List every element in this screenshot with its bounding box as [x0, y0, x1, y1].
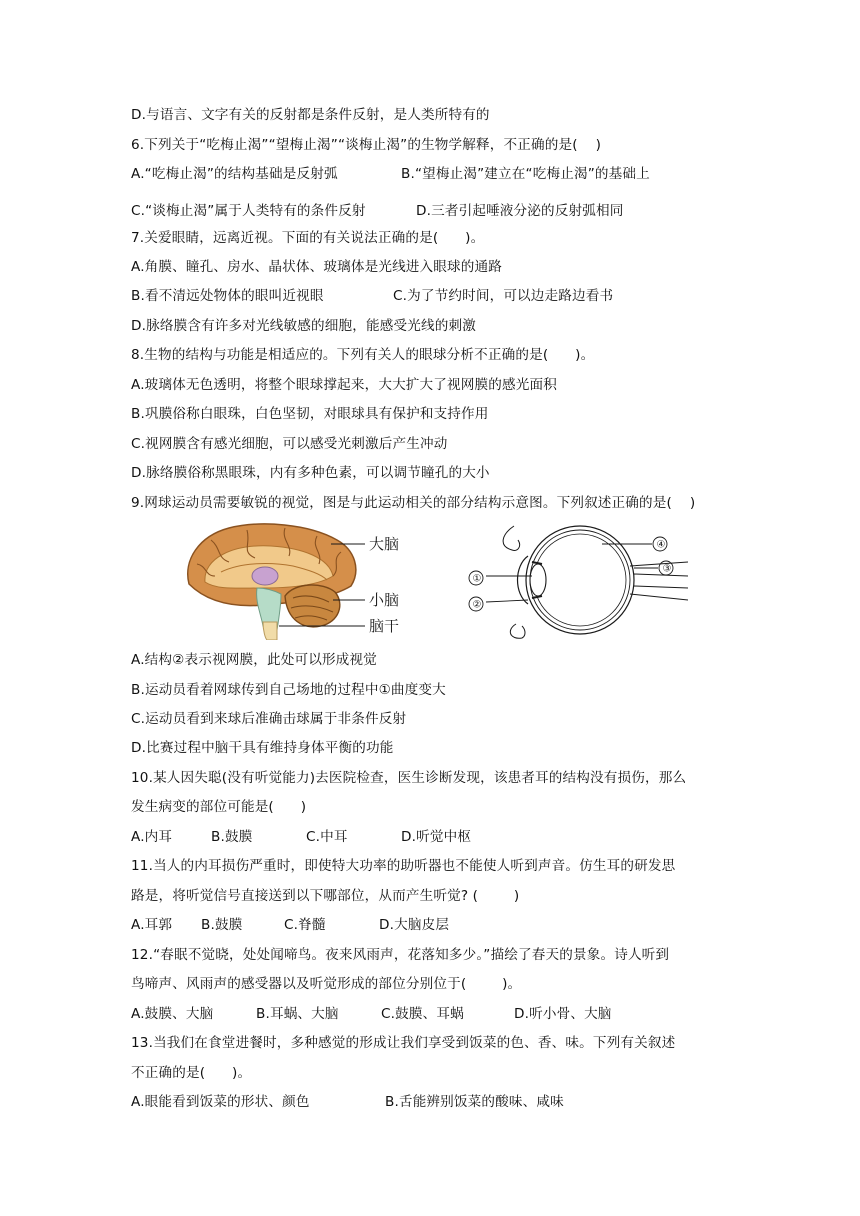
text-line [131, 258, 502, 276]
answer-option: B.鼓膜 [211, 829, 253, 845]
brain-label-cerebellum: 小脑 [369, 591, 400, 609]
answer-option: B.鼓膜 [201, 917, 243, 933]
text-line [131, 405, 489, 423]
text-line [131, 769, 686, 787]
retina-outline [534, 534, 626, 626]
answer-option: C.脊髓 [284, 917, 326, 933]
answer-option: A.鼓膜、大脑 [131, 1006, 214, 1022]
text-line [131, 946, 669, 964]
text-line [131, 651, 377, 669]
line-text: D.脉络膜俗称黑眼珠，内有多种色素，可以调节瞳孔的大小 [131, 465, 490, 481]
line-text: 12.“春眠不觉晓，处处闻啼鸟。夜来风雨声，花落知多少。”描绘了春天的景象。诗人听到 [131, 947, 670, 963]
text-line [131, 464, 490, 482]
line-text: 9.网球运动员需要敏锐的视觉，图是与此运动相关的部分结构示意图。下列叙述正确的是( ) [131, 495, 696, 511]
line-text: B.巩膜俗称白眼珠，白色坚韧，对眼球具有保护和支持作用 [131, 406, 489, 422]
answer-option: A.耳郭 [131, 917, 173, 933]
answer-option: A.“吃梅止渴”的结构基础是反射弧 [131, 166, 338, 182]
line-text: C.视网膜含有感光细胞，可以感受光刺激后产生冲动 [131, 436, 448, 452]
brain-diagram [181, 518, 421, 640]
answer-option: B.耳蜗、大脑 [256, 1006, 339, 1022]
line-text: 鸟啼声、风雨声的感受器以及听觉形成的部位分别位于( )。 [131, 976, 522, 992]
text-line [131, 229, 484, 247]
answer-option: C.中耳 [306, 829, 348, 845]
answer-option: B.舌能辨别饭菜的酸味、咸味 [385, 1094, 564, 1110]
answer-option: D.大脑皮层 [379, 917, 450, 933]
line-text: D.比赛过程中脑干具有维持身体平衡的功能 [131, 740, 394, 756]
line-text: D.与语言、文字有关的反射都是条件反射，是人类所特有的 [131, 107, 490, 123]
line-text: 13.当我们在食堂进餐时，多种感觉的形成让我们享受到饭菜的色、香、味。下列有关叙述 [131, 1035, 676, 1051]
line-text: C.运动员看到来球后准确击球属于非条件反射 [131, 711, 407, 727]
eye-label-1: ① [472, 573, 482, 585]
line-text: 11.当人的内耳损伤严重时，即使特大功率的助听器也不能使人听到声音。仿生耳的研发思 [131, 858, 676, 874]
text-line [131, 494, 695, 512]
line-text: 8.生物的结构与功能是相适应的。下列有关人的眼球分析不正确的是( )。 [131, 347, 595, 363]
text-line [131, 1034, 675, 1052]
eye-label-4: ④ [656, 539, 666, 551]
answer-option: A.内耳 [131, 829, 173, 845]
line-text: A.结构②表示视网膜，此处可以形成视觉 [131, 652, 377, 668]
text-line [131, 346, 594, 364]
lens-shape [530, 564, 546, 596]
text-line [131, 710, 406, 728]
text-line [131, 106, 490, 124]
answer-option: A.眼能看到饭菜的形状、颜色 [131, 1094, 310, 1110]
answer-option: C.为了节约时间，可以边走路边看书 [393, 288, 614, 304]
answer-option: D.听觉中枢 [401, 829, 472, 845]
answer-option: D.三者引起唾液分泌的反射弧相同 [416, 203, 624, 219]
text-line [131, 975, 521, 993]
eye-label-3: ③ [662, 563, 672, 575]
answer-option: B.“望梅止渴”建立在“吃梅止渴”的基础上 [401, 166, 650, 182]
text-line [131, 317, 476, 335]
text-line [131, 857, 675, 875]
text-line [131, 376, 557, 394]
text-line [131, 887, 519, 905]
eye-label-2: ② [472, 599, 482, 611]
spinal-cord-shape [263, 622, 277, 640]
brain-label-cerebrum: 大脑 [369, 535, 400, 553]
eye-diagram [462, 520, 688, 642]
answer-option: B.看不清远处物体的眼叫近视眼 [131, 288, 324, 304]
line-text: A.玻璃体无色透明，将整个眼球撑起来，大大扩大了视网膜的感光面积 [131, 377, 557, 393]
text-line [131, 798, 306, 816]
line-text: 10.某人因失聪(没有听觉能力)去医院检查，医生诊断发现，该患者耳的结构没有损伤，那么 [131, 770, 687, 786]
text-line [131, 435, 447, 453]
line-text: 不正确的是( )。 [131, 1065, 252, 1081]
answer-option: D.听小骨、大脑 [514, 1006, 612, 1022]
line-text: A.角膜、瞳孔、房水、晶状体、玻璃体是光线进入眼球的通路 [131, 259, 503, 275]
line-text: D.脉络膜含有许多对光线敏感的细胞，能感受光线的刺激 [131, 318, 476, 334]
text-line [131, 136, 601, 154]
line-text: 路是，将听觉信号直接送到以下哪部位，从而产生听觉? ( ) [131, 888, 520, 904]
text-line [131, 1064, 251, 1082]
line-text: 发生病变的部位可能是( ) [131, 799, 307, 815]
line-text: 6.下列关于“吃梅止渴”“望梅止渴”“谈梅止渴”的生物学解释，不正确的是( ) [131, 137, 602, 153]
text-line [131, 681, 446, 699]
answer-option: C.“谈梅止渴”属于人类特有的条件反射 [131, 203, 366, 219]
answer-option: C.鼓膜、耳蜗 [381, 1006, 464, 1022]
thalamus-shape [252, 567, 278, 585]
line-text: B.运动员看着网球传到自己场地的过程中①曲度变大 [131, 682, 446, 698]
line-text: 7.关爱眼睛，远离近视。下面的有关说法正确的是( )。 [131, 230, 485, 246]
text-line [131, 739, 393, 757]
brain-label-brainstem: 脑干 [369, 617, 400, 635]
